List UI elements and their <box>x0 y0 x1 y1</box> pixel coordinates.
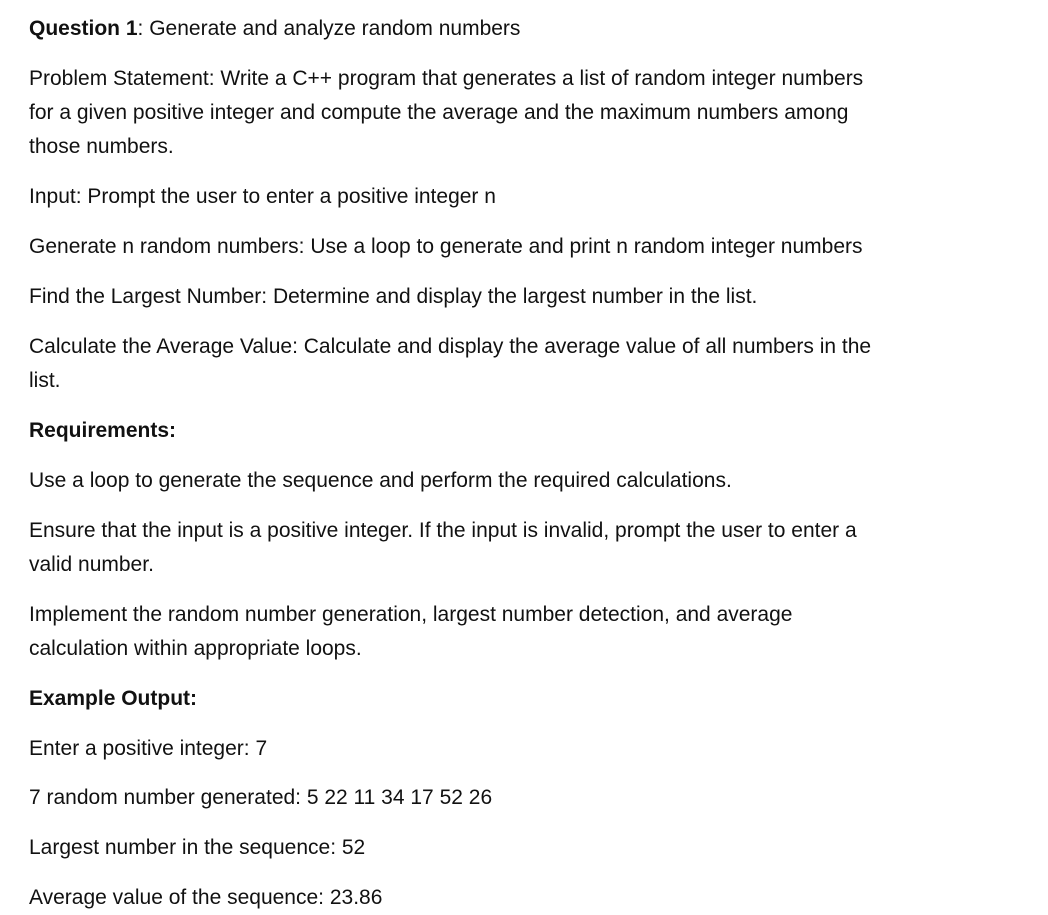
average-paragraph-line-2: list. <box>29 369 61 392</box>
requirement-item-3-line-2: calculation within appropriate loops. <box>29 637 362 660</box>
average-paragraph-line-1: Calculate the Average Value: Calculate and display the average value of all numbers in the <box>29 335 872 358</box>
requirement-item-2-line-2: valid number. <box>29 553 154 576</box>
question-heading <box>29 12 520 46</box>
question-label: Question 1 <box>29 17 138 40</box>
problem-statement-line-1: Problem Statement: Write a C++ program that generates a list of random integer numbers <box>29 67 864 90</box>
largest-paragraph: Find the Largest Number: Determine and display the largest number in the list. <box>29 285 758 308</box>
example-output-line-1: Enter a positive integer: 7 <box>29 737 268 760</box>
example-output-heading: Example Output: <box>29 687 198 710</box>
example-output-line-3: Largest number in the sequence: 52 <box>29 836 366 859</box>
requirements-heading: Requirements: <box>29 419 177 442</box>
problem-statement-line-2: for a given positive integer and compute the average and the maximum numbers among <box>29 101 849 124</box>
generate-paragraph: Generate n random numbers: Use a loop to generate and print n random integer numbers <box>29 235 863 258</box>
example-output-line-4: Average value of the sequence: 23.86 <box>29 886 383 909</box>
requirement-item-3-line-1: Implement the random number generation, largest number detection, and average <box>29 603 793 626</box>
example-output-line-2: 7 random number generated: 5 22 11 34 17 52 26 <box>29 786 493 809</box>
requirement-item-2-line-1: Ensure that the input is a positive integer. If the input is invalid, prompt the user to enter a <box>29 519 857 542</box>
requirement-item-1: Use a loop to generate the sequence and perform the required calculations. <box>29 469 732 492</box>
input-paragraph: Input: Prompt the user to enter a positive integer n <box>29 185 496 208</box>
problem-statement-line-3: those numbers. <box>29 135 174 158</box>
question-title: : Generate and analyze random numbers <box>137 17 521 40</box>
